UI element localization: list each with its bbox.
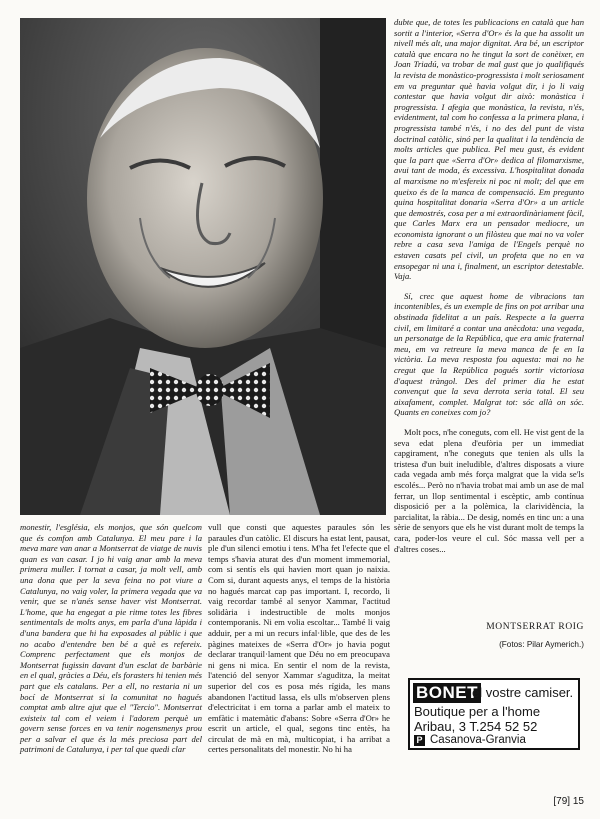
article-column-right [394,17,584,554]
paragraph: monestir, l'església, els monjos, que són quelcom que és comfon amb Catalunya. El meu pare i la meva mare van anar a Montserrat de viatge de nuvis quan es van casar. I jo hi vaig anar amb la meva primera muller. I tornat a casar, ja molt vell, amb una dona que per la seva feina no pot viure a Catalunya, no vaig voler, la primera vegada que va venir, que se n'anés sense haver vist Montserrat. L'home, que ha engegat a pie ritme totes les fibres sentimentals de molts anys, em parla d'una làpida i d'una bandera que hi ha exposades al públic i que no acabo d'entendre ben bé a què es refereix. Comprenc perfectament que els monjos de Montserrat fugissin davant d'un esclat de barbàrie en el qual, gràcies a Déu, els forasters hi tenien més part que els catalans. Per a ell, no restaria ni un bocí de Montserrat si la comunitat no hagués comptat amb altre ajut que el "Tercio". Montserrat existeix tal com el veiem i l'adorem perquè un govern sense forces en va tenir nogensmenys prou per a salvar el que és la més preciosa part del patrimoni de Catalunya, i per tal que quedi clar [20,522,202,755]
ad-boutique-line: Boutique per a l'home [414,704,541,719]
page-number: [79] 15 [553,796,584,807]
ad-location-line: Casanova-Granvia [430,734,526,746]
advertisement [408,678,580,750]
paragraph: Molt pocs, n'he coneguts, com ell. He vist gent de la seva edat plena d'eufòria per un immediat capgirament, n'he coneguts que tenien als ulls la tristesa d'un buit ineludible, d'altres disposats a viure cada vegada amb més força malgrat que la vida se'ls escolés... Però no n'havia trobat mai amb un ase de mal ferrar, un llop sentimental i escèptic, amb contínua disposició per a la polèmica, la clarividència, la parcialitat, la ràbia... De desig, només en tinc un: a una sèrie de senyors que els he vist durant molt de temps la cara, poder-los veure el cul. Sóc massa vell per a d'altres coses... [394,426,584,554]
article-column-bottom-middle [208,522,390,755]
ad-address-line: Aribau, 3 T.254 52 52 [414,719,538,734]
parking-icon: P [414,735,425,746]
paragraph: vull que consti que aquestes paraules són les paraules d'un catòlic. El discurs ha estat lent, pausat, ple d'un silenci emotiu i tens. M'ha fet l'efecte que el temps s'havia aturat des d'un moment immemorial, com si sentís els qui havien mort quan jo naixia. Com si, durant aquests anys, el temps de la història no hagués marcat cap pas important. I, recordo, li vaig recordar també al senyor Xammar, l'actitud solidària i indestructible de molts monjos contemporanis. Ni em volia escoltar... També li vaig adduir, per a mi un recurs infal·lible, que des de les pàgines mateixes de «Serra d'Or» jo havia pogut declarar tranquil·lament que Déu no em preocupava ni gens ni mica. En sentir el nom de la revista, l'atenció del senyor Xammar s'aguditza, la meitat superior del cos es posa més rígida, les mans abandonen l'actitud lassa, els ulls m'observen plens d'electricitat i em torna a parlar amb el mateix to emfàtic i matemàtic d'abans: Sobre «Serra d'Or» he escrit un article, el qual, segons tinc entès, ha circulat de mà en mà, multicopiat, i ha arribat a certes personalitats del monestir. No hi ha [208,522,390,755]
photo-credit: (Fotos: Pilar Aymerich.) [499,640,584,649]
portrait-photo [20,18,386,515]
paragraph: Sí, crec que aquest home de vibracions tan incontenibles, és un exemple de fins on pot arribar una obstinada fidelitat a un país. Respecte a la guerra civil, em limitaré a contar una anècdota: una vegada, un personatge de la República, que era amic fraternal meu, em va retreure la meva manca de fe en la victòria. La meva resposta fou aquesta: mai no he cregut que la República pogués sortir victoriosa d'aquest tràngol. Des del primer dia he estat convençut que la seva derrota seria total. El seu aixafament, complet. Malgrat tot: sóc allà on sóc. Quants en coneixes com jo? [394,290,584,418]
portrait-illustration [20,18,386,515]
article-column-bottom-left [20,522,202,755]
ad-brand-logo: BONET [413,683,481,703]
author-signature: MONTSERRAT ROIG [486,622,584,632]
paragraph: dubte que, de totes les publicacions en català que han sortit a l'interior, «Serra d'Or» és la que ha assolit un nivell més alt, una major dignitat. Ara bé, un escriptor català que encara no he tingut la sort de conèixer, en Joan Triadú, va trobar de mal gust que jo qualifiqués la revista de monàstico-progressista i molt seriosament em va preguntar què havia volgut dir, i jo li vaig contestar que havia volgut dir això: monàstica i progressista. I afegia que monàstica, la revista, n'és, evidentment, tal com ho confessa a la primera plana, i progressista també n'és, i no des del punt de vista doctrinal catòlic, sinó per la qualitat i la tendència de molts articles que publica. Pel meu gust, és evident que la part que «Serra d'Or» dedica al filomarxisme, avui tant de moda, és excessiva. L'hospitalitat donada al marxisme no m'esfereix ni poc ni molt; del que em queixo és de la manca de compensació. Em pregunto quina hospitalitat donaria «Serra d'Or» a un article que demostrés, cosa per a mi extraordinàriament fàcil, que Carles Marx era un pensador mediocre, un economista ignorant o un filòsteu que mai no va voler rebre a casa seva l'amiga de l'Engels perquè no estaven casats pel civil, un profeta que no en va ensopegar ni una i, finalment, un escriptor detestable. Vaja. [394,17,585,282]
ad-slogan: el vostre camiser. [472,685,574,700]
